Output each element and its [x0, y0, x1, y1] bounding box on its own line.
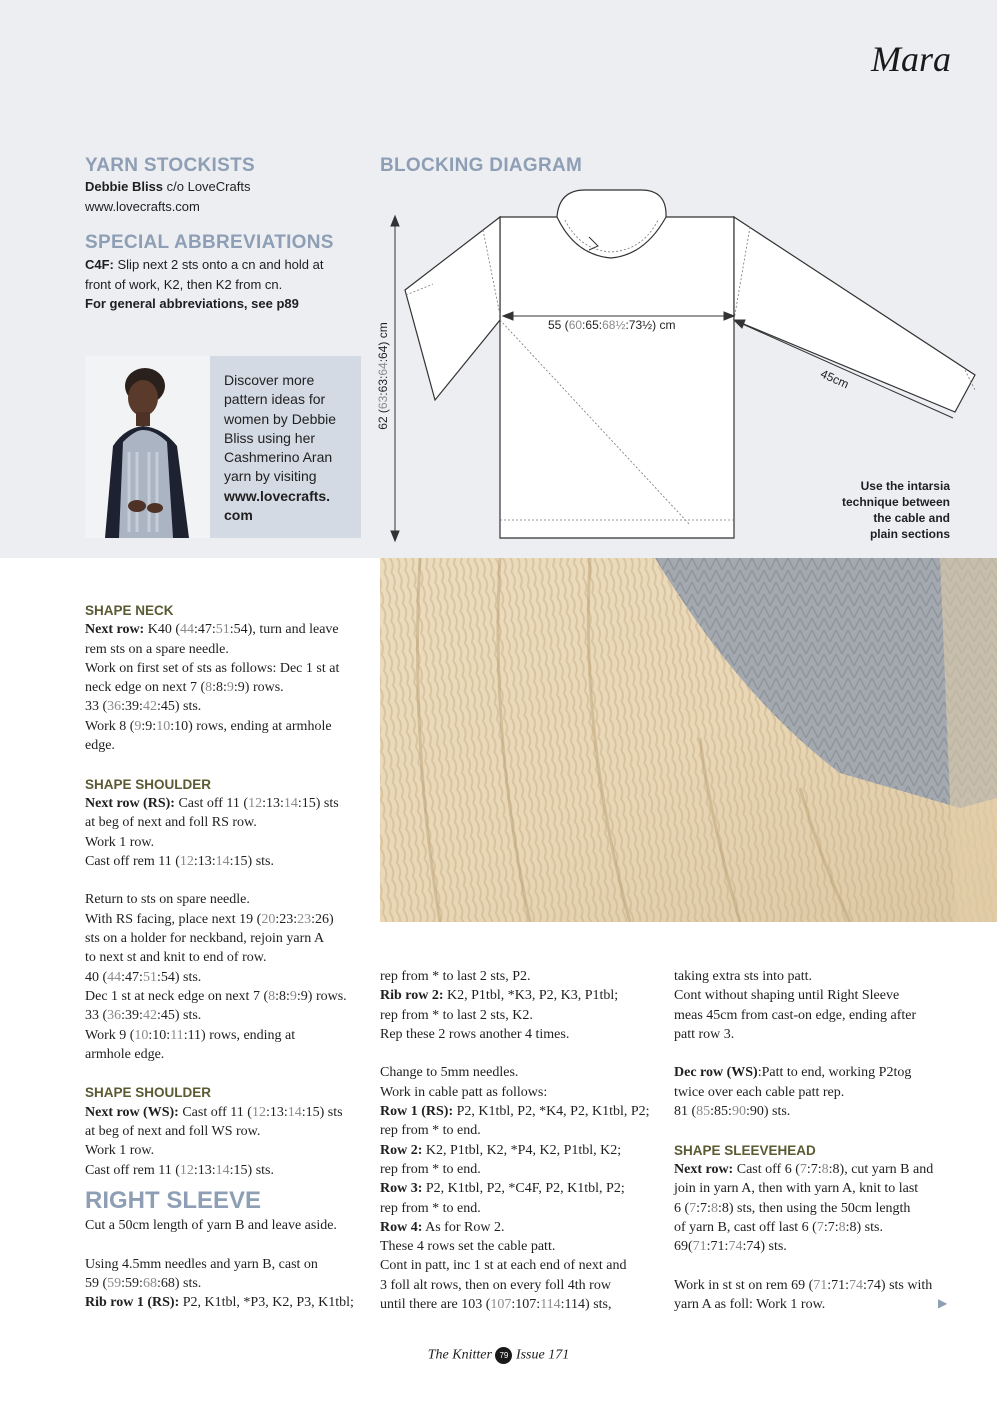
text-line: [85, 1026, 365, 1045]
t: 33 (: [85, 699, 108, 715]
width-size: 65: [585, 318, 599, 332]
text-line: at beg of next and foll WS row.: [85, 1124, 261, 1140]
text-line: rep from * to end.: [380, 1123, 481, 1139]
text-line: [674, 1160, 954, 1179]
text-line: Change to 5mm needles.: [380, 1065, 519, 1081]
text-line: to next st and knit to end of row.: [85, 950, 267, 966]
text-line: [674, 1218, 954, 1237]
t: :8) sts.: [845, 1219, 883, 1235]
t: :13:: [265, 1104, 288, 1120]
t: :9) rows.: [296, 988, 347, 1004]
text-line: rep from * to end.: [380, 1200, 481, 1216]
t: :15) sts: [301, 1104, 343, 1120]
promo-text: [224, 371, 354, 525]
size: 8: [268, 988, 276, 1004]
t: :68) sts.: [156, 1275, 202, 1291]
t: :26): [311, 911, 334, 927]
knit-detail-photo: [380, 558, 997, 922]
size: 44: [107, 969, 122, 985]
size: 90: [731, 1104, 746, 1120]
shape-shoulder-heading: SHAPE SHOULDER: [85, 1085, 212, 1101]
t: :54) sts.: [156, 969, 202, 985]
size: 10: [134, 1027, 149, 1043]
promo-line: Bliss using her: [224, 429, 316, 446]
stockist-brand-rest: c/o LoveCrafts: [163, 179, 251, 194]
abbrev-line2: front of work, K2, then K2 from cn.: [85, 276, 283, 292]
t: :59:: [121, 1275, 143, 1291]
text-line: Cont in patt, inc 1 st at each end of next and: [380, 1258, 627, 1274]
promo-line: Discover more: [224, 372, 315, 388]
text-line: armhole edge.: [85, 1046, 165, 1062]
t: of yarn B, cast off last 6 (: [674, 1219, 817, 1235]
text-line: [85, 620, 365, 639]
label: Next row:: [85, 622, 145, 638]
text-line: Using 4.5mm needles and yarn B, cast on: [85, 1256, 318, 1272]
text-line: [674, 1199, 954, 1218]
height-size: 64: [376, 345, 390, 359]
height-measurement: [376, 306, 390, 446]
size: 9: [289, 988, 297, 1004]
blocking-diagram-heading: BLOCKING DIAGRAM: [380, 155, 583, 176]
text-line: Cut a 50cm length of yarn B and leave aside.: [85, 1217, 337, 1233]
text-line: [674, 1102, 954, 1121]
t: :74) sts.: [742, 1239, 787, 1255]
text-line: [380, 1179, 665, 1198]
text-line: [674, 1063, 954, 1082]
t: :45) sts.: [156, 699, 202, 715]
t: 59 (: [85, 1275, 108, 1291]
yarn-stockists-text: [85, 177, 355, 216]
width-end: ) cm: [652, 318, 676, 332]
text-line: [380, 1218, 665, 1237]
label: Dec row (WS): [674, 1065, 758, 1081]
label: Next row:: [674, 1161, 734, 1177]
size: 51: [142, 969, 157, 985]
size: 7: [816, 1219, 824, 1235]
column-2: [380, 967, 665, 1314]
text-line: [85, 1161, 365, 1180]
label: Rib row 2:: [380, 988, 444, 1004]
t: P2, K1tbl, P2, *C4F, P2, K1tbl, P2;: [422, 1181, 625, 1197]
text-line: [85, 1006, 365, 1025]
t: :7:: [696, 1200, 711, 1216]
page-footer: [0, 1347, 997, 1364]
size: 85: [696, 1104, 711, 1120]
text-line: at beg of next and foll RS row.: [85, 815, 257, 831]
t: :114) sts,: [560, 1297, 612, 1313]
promo-line: pattern ideas for: [224, 391, 326, 408]
text-line: Return to sts on spare needle.: [85, 892, 250, 908]
t: Work 9 (: [85, 1027, 135, 1043]
sleeve-measurement: 45cm: [818, 366, 851, 392]
promo-link-1[interactable]: www.lovecrafts.: [224, 487, 331, 504]
text-line: [380, 986, 665, 1005]
t: :15) sts.: [229, 853, 274, 869]
column-3: [674, 967, 954, 1314]
size: 12: [251, 1104, 266, 1120]
t: until there are 103 (: [380, 1297, 491, 1313]
t: 69(: [674, 1239, 693, 1255]
size: 42: [142, 699, 157, 715]
note-line: Use the intarsia: [860, 479, 950, 493]
size: 14: [215, 853, 230, 869]
text-line: sts on a holder for neckband, rejoin yarn A: [85, 931, 325, 947]
t: :74) sts with: [863, 1277, 933, 1293]
t: :7:: [806, 1161, 822, 1177]
t: neck edge on next 7 (: [85, 680, 206, 696]
special-abbreviations-heading: SPECIAL ABBREVIATIONS: [85, 232, 334, 253]
text-line: [380, 1295, 665, 1314]
text-line: [85, 678, 365, 697]
label: Row 2:: [380, 1142, 423, 1158]
text-line: [85, 1274, 365, 1293]
issue-number: Issue 171: [515, 1347, 570, 1363]
t: :85:: [710, 1104, 732, 1120]
t: :54), turn and leave: [229, 622, 339, 638]
t: Cast off rem 11 (: [85, 853, 180, 869]
text-line: [85, 910, 365, 929]
text-line: [85, 1103, 365, 1122]
size: 68: [142, 1275, 157, 1291]
t: P2, K1tbl, P2, *K4, P2, K1tbl, P2;: [453, 1104, 650, 1120]
continue-arrow-icon: ▶: [938, 1296, 948, 1310]
width-size: 73½: [628, 318, 653, 332]
magazine-name: The Knitter: [427, 1347, 492, 1363]
t: :90) sts.: [745, 1104, 791, 1120]
text-line: Rep these 2 rows another 4 times.: [380, 1026, 570, 1042]
width-sep: :: [582, 318, 586, 332]
t: :15) sts: [297, 795, 339, 811]
page-number-badge: 79: [495, 1347, 512, 1364]
text-line: join in yarn A, then with yarn A, knit to last: [674, 1181, 919, 1197]
size: 7: [799, 1161, 807, 1177]
text-line: twice over each cable patt rep.: [674, 1084, 845, 1100]
width-size: 68½: [602, 318, 626, 332]
text-line: These 4 rows set the cable patt.: [380, 1239, 556, 1255]
height-size: 63: [376, 395, 390, 410]
general-abbrev-ref: For general abbreviations, see p89: [85, 296, 299, 311]
height-sep: :: [376, 358, 390, 363]
text-line: [380, 1141, 665, 1160]
t: :8), cut yarn B and: [828, 1161, 934, 1177]
note-line: technique between: [841, 495, 950, 509]
text-line: rep from * to last 2 sts, P2.: [380, 969, 531, 984]
text-line: [674, 1237, 954, 1256]
size: 44: [180, 622, 195, 638]
t: :47:: [194, 622, 216, 638]
abbrev-line1: Slip next 2 sts onto a cn and hold at: [113, 257, 324, 272]
size: 74: [728, 1239, 743, 1255]
text-line: [85, 717, 365, 736]
text-line: rep from * to end.: [380, 1161, 481, 1177]
text-line: patt row 3.: [674, 1026, 735, 1042]
size: 14: [215, 1162, 230, 1178]
width-measurement: [548, 318, 675, 332]
note-line: the cable and: [873, 511, 950, 525]
promo-link-2[interactable]: com: [224, 507, 253, 524]
t: Cast off 11 (: [178, 1104, 252, 1120]
size: 12: [248, 795, 263, 811]
stockist-url[interactable]: www.lovecrafts.com: [85, 198, 200, 214]
column-1: [85, 601, 365, 1312]
promo-line: women by Debbie: [224, 410, 337, 427]
t: :8:: [275, 988, 290, 1004]
size: 42: [142, 1008, 157, 1024]
size: 11: [170, 1027, 184, 1043]
t: Dec 1 st at neck edge on next 7 (: [85, 988, 269, 1004]
height-size: 63: [376, 379, 390, 393]
t: :39:: [121, 1008, 143, 1024]
size: 9: [134, 718, 142, 734]
promo-box: [85, 356, 361, 538]
t: :71:: [827, 1277, 850, 1293]
text-line: [85, 1293, 365, 1312]
size: 71: [692, 1239, 707, 1255]
size: 59: [107, 1275, 122, 1291]
t: Cast off 6 (: [733, 1161, 800, 1177]
shape-neck-heading: SHAPE NECK: [85, 603, 174, 618]
t: :71:: [706, 1239, 729, 1255]
label: Row 3:: [380, 1181, 423, 1197]
size: 14: [287, 1104, 302, 1120]
t: :15) sts.: [229, 1162, 274, 1178]
label: Rib row 1 (RS):: [85, 1295, 180, 1311]
height-sep: :: [376, 392, 390, 396]
size: 10: [156, 718, 171, 734]
stockist-brand: Debbie Bliss: [85, 179, 164, 194]
height-base: 62 (: [376, 409, 390, 430]
text-line: taking extra sts into patt.: [674, 969, 813, 984]
size: 9: [226, 680, 234, 696]
t: :107:: [511, 1297, 541, 1313]
text-line: [674, 1276, 954, 1295]
t: :45) sts.: [156, 1008, 202, 1024]
t: :Patt to end, working P2tog: [757, 1065, 912, 1081]
t: 81 (: [674, 1104, 697, 1120]
label: Next row (RS):: [85, 795, 175, 811]
width-sep: :: [625, 318, 629, 332]
text-line: edge.: [85, 738, 115, 754]
width-sep: :: [598, 318, 603, 332]
t: Cast off 11 (: [174, 795, 249, 811]
text-line: rep from * to last 2 sts, K2.: [380, 1007, 533, 1023]
text-line: Work 1 row.: [85, 834, 155, 850]
size: 74: [849, 1277, 864, 1293]
t: P2, K1tbl, *P3, K2, P3, K1tbl;: [179, 1295, 354, 1311]
t: :8:: [212, 680, 227, 696]
t: K2, P1tbl, *K3, P2, K3, P1tbl;: [443, 988, 619, 1004]
yarn-stockists-heading: YARN STOCKISTS: [85, 155, 255, 176]
size: 71: [813, 1277, 828, 1293]
label: Next row (WS):: [85, 1104, 179, 1120]
knit-texture: [380, 558, 997, 922]
pattern-title: Mara: [871, 39, 951, 79]
height-end: ) cm: [376, 322, 390, 346]
note-line: plain sections: [869, 527, 950, 541]
t: :8) sts, then using the 50cm length: [717, 1200, 911, 1216]
height-size: 64: [376, 362, 390, 376]
t: Work 8 (: [85, 718, 135, 734]
size: 12: [179, 853, 194, 869]
text-line: yarn A as foll: Work 1 row.: [674, 1297, 826, 1313]
text-line: [85, 697, 365, 716]
t: 40 (: [85, 969, 108, 985]
promo-photo: [85, 356, 210, 538]
text-line: Work on first set of sts as follows: Dec 1 st at: [85, 660, 340, 676]
t: :47:: [121, 969, 143, 985]
t: :13:: [193, 1162, 216, 1178]
height-sep: :: [376, 375, 390, 379]
t: K40 (: [144, 622, 181, 638]
t: 33 (: [85, 1008, 108, 1024]
text-line: Cont without shaping until Right Sleeve: [674, 988, 900, 1004]
text-line: rem sts on a spare needle.: [85, 641, 229, 657]
size: 7: [689, 1200, 697, 1216]
text-line: [85, 794, 365, 813]
size: 20: [261, 911, 276, 927]
t: 6 (: [674, 1200, 690, 1216]
t: As for Row 2.: [422, 1219, 505, 1235]
t: Cast off rem 11 (: [85, 1162, 180, 1178]
size: 8: [821, 1161, 829, 1177]
text-line: [85, 987, 365, 1006]
t: Work in st st on rem 69 (: [674, 1277, 814, 1293]
size: 12: [179, 1162, 194, 1178]
label: Row 1 (RS):: [380, 1104, 454, 1120]
shape-shoulder-heading: SHAPE SHOULDER: [85, 776, 212, 792]
size: 36: [107, 699, 122, 715]
t: :10) rows, ending at armhole: [170, 718, 332, 734]
promo-line: Cashmerino Aran: [224, 449, 333, 466]
t: :13:: [193, 853, 216, 869]
text-line: Work in cable patt as follows:: [380, 1084, 548, 1100]
size: 36: [107, 1008, 122, 1024]
width-size: 60: [568, 318, 583, 332]
text-line: 3 foll alt rows, then on every foll 4th row: [380, 1277, 611, 1293]
intarsia-note: [800, 478, 950, 542]
size: 114: [540, 1297, 561, 1313]
t: With RS facing, place next 19 (: [85, 911, 262, 927]
label: Row 4:: [380, 1219, 423, 1235]
t: :9:: [141, 718, 157, 734]
t: K2, P1tbl, K2, *P4, K2, P1tbl, K2;: [422, 1142, 622, 1158]
t: :13:: [262, 795, 284, 811]
text-line: [85, 968, 365, 987]
t: :7:: [823, 1219, 839, 1235]
size: 23: [297, 911, 312, 927]
special-abbreviations-text: [85, 255, 360, 314]
text-line: [380, 1102, 665, 1121]
t: :11) rows, ending at: [183, 1027, 296, 1043]
size: 8: [205, 680, 213, 696]
size: 8: [838, 1219, 846, 1235]
width-base: 55 (: [548, 318, 569, 332]
size: 14: [283, 795, 298, 811]
shape-sleevehead-heading: SHAPE SLEEVEHEAD: [674, 1142, 816, 1158]
text-line: meas 45cm from cast-on edge, ending after: [674, 1007, 917, 1023]
size: 107: [490, 1297, 512, 1313]
promo-line: yarn by visiting: [224, 468, 317, 485]
t: :39:: [121, 699, 143, 715]
right-sleeve-heading: RIGHT SLEEVE: [85, 1186, 262, 1214]
t: :9) rows.: [233, 680, 284, 696]
model-illustration: [85, 356, 210, 538]
abbrev-term: C4F:: [85, 257, 114, 272]
t: :23:: [275, 911, 298, 927]
size: 8: [710, 1200, 718, 1216]
t: :10:: [148, 1027, 171, 1043]
text-line: [85, 852, 365, 871]
text-line: Work 1 row.: [85, 1143, 155, 1159]
size: 51: [215, 622, 230, 638]
